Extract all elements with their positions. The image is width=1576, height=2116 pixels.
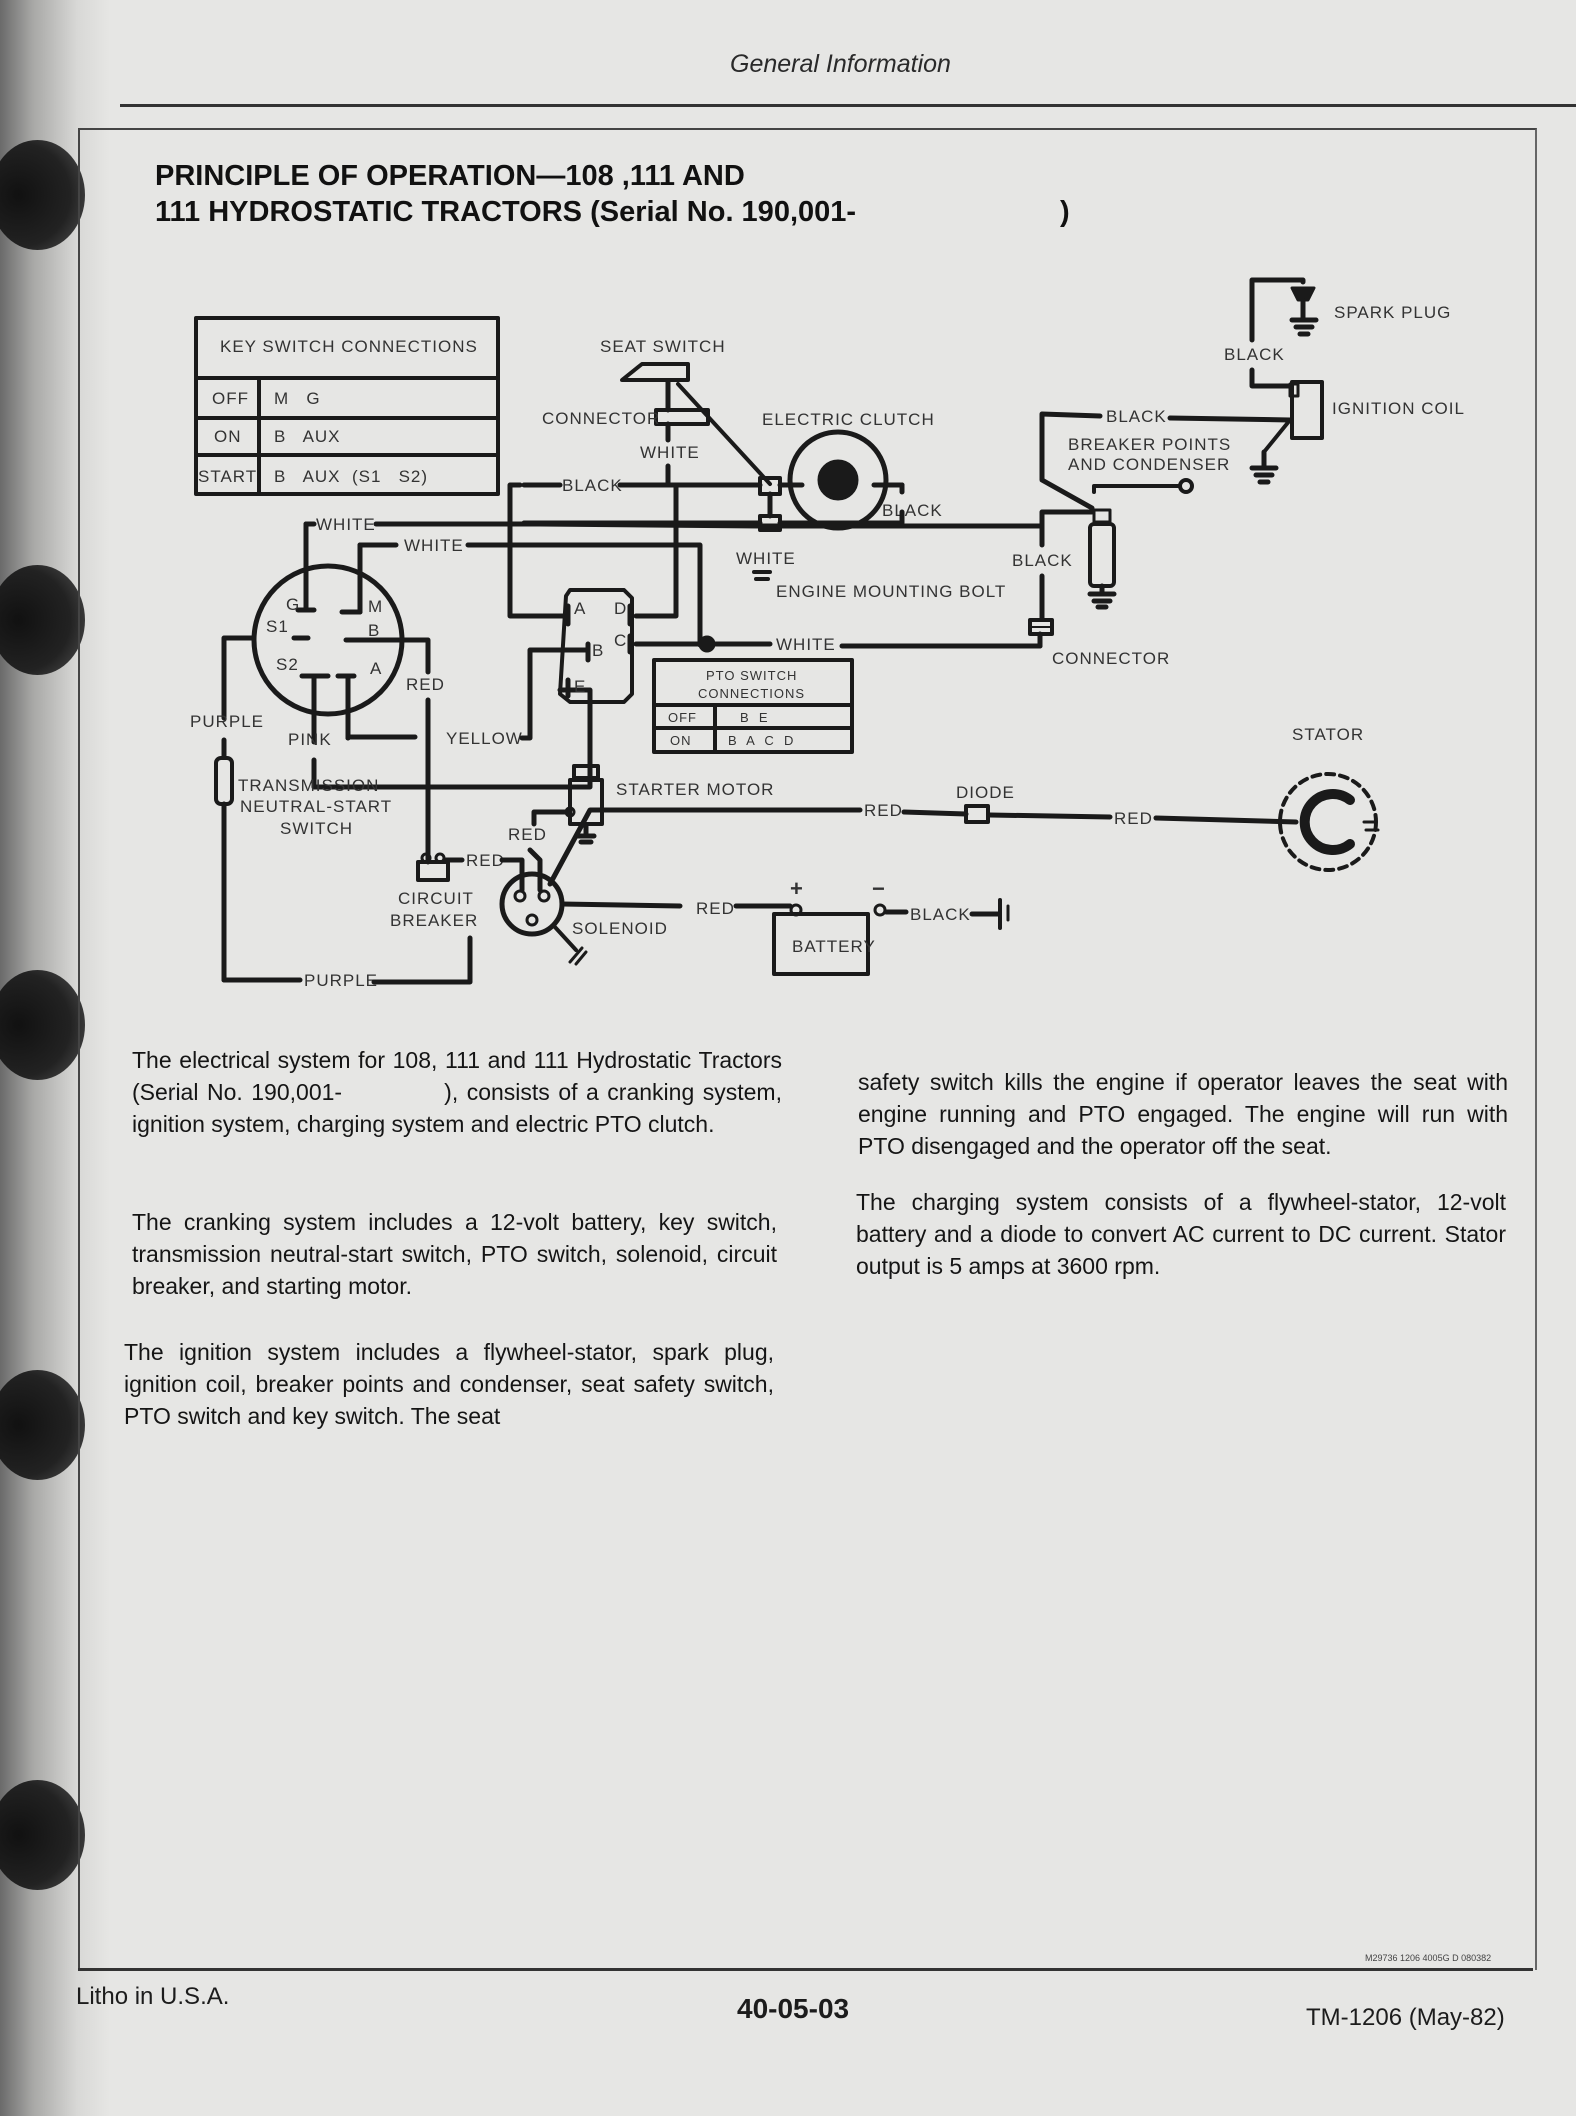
pto-table-conn-on: B A C D (728, 733, 795, 748)
battery-minus-sign: − (872, 876, 886, 901)
footer-rule (78, 1968, 1533, 1971)
key-terminal-s1: S1 (266, 617, 289, 636)
key-terminal-s2: S2 (276, 655, 299, 674)
wire-label-red-battery: RED (696, 899, 735, 918)
wire-label-white-1: WHITE (316, 515, 376, 534)
wire-label-black-breaker: BLACK (1012, 551, 1073, 570)
label-ignition-coil: IGNITION COIL (1332, 399, 1465, 418)
label-transmission-2: NEUTRAL-START (240, 797, 393, 816)
wire-label-yellow: YELLOW (446, 729, 523, 748)
pto-terminal-d: D (614, 599, 628, 618)
wire-label-black-coil: BLACK (1106, 407, 1167, 426)
wire-label-white-clutch: WHITE (736, 549, 796, 568)
wire-label-black-seat: BLACK (562, 476, 623, 495)
ignition-coil-symbol (1252, 382, 1465, 482)
key-switch-symbol (254, 526, 402, 742)
label-electric-clutch: ELECTRIC CLUTCH (762, 410, 935, 429)
label-battery: BATTERY (792, 937, 876, 956)
transmission-neutral-start-switch-symbol (216, 740, 392, 980)
wire-label-black-clutch: BLACK (882, 501, 943, 520)
label-breaker-points-2: AND CONDENSER (1068, 455, 1231, 474)
label-circuit-breaker-1: CIRCUIT (398, 889, 474, 908)
wire-label-white-2: WHITE (404, 536, 464, 555)
pto-switch-symbol (560, 590, 632, 702)
label-engine-mounting-bolt: ENGINE MOUNTING BOLT (776, 582, 1007, 601)
pto-terminal-e: E (574, 677, 587, 696)
body-paragraph-3: The ignition system includes a flywheel-stator, spark plug, ignition coil, breaker points and condenser, seat safety switch, PTO switch and key switch. The seat (124, 1339, 774, 1429)
spark-plug-symbol (1292, 288, 1451, 334)
wire-label-red-breaker: RED (466, 851, 505, 870)
body-paragraph-4: safety switch kills the engine if operator leaves the seat with engine running and PTO engaged. The engine will run with PTO disengaged and the operator off the seat. (858, 1069, 1508, 1159)
body-paragraph-5: The charging system consists of a flywheel-stator, 12-volt battery and a diode to convert AC current to DC current. Stator output is 5 amps at 3600 rpm. (856, 1189, 1506, 1279)
circuit-breaker-symbol (390, 854, 478, 930)
key-table-header: KEY SWITCH CONNECTIONS (220, 337, 478, 356)
key-table-pos-on: ON (214, 427, 242, 446)
label-circuit-breaker-2: BREAKER (390, 911, 479, 930)
label-spark-plug: SPARK PLUG (1334, 303, 1452, 322)
title-line-2: 111 HYDROSTATIC TRACTORS (Serial No. 190,001- (155, 196, 857, 228)
drawing-code: M29736 1206 4005G D 080382 (1365, 1953, 1492, 1963)
wire-label-white-main: WHITE (776, 635, 836, 654)
pto-table-header-1: PTO SWITCH (706, 668, 798, 683)
seat-switch-symbol (542, 337, 770, 484)
label-solenoid: SOLENOID (572, 919, 668, 938)
key-table-conn-on: B AUX (274, 427, 341, 446)
label-starter-motor: STARTER MOTOR (616, 780, 775, 799)
wire-label-purple-top: PURPLE (190, 712, 265, 731)
pto-switch-connections-table (654, 660, 852, 752)
connector-right-symbol (1030, 620, 1170, 668)
wiring-diagram (0, 0, 1576, 1000)
label-connector-right: CONNECTOR (1052, 649, 1171, 668)
label-diode: DIODE (956, 783, 1015, 802)
label-breaker-points-1: BREAKER POINTS (1068, 435, 1232, 454)
wire-label-purple-bottom: PURPLE (304, 971, 379, 990)
pto-table-pos-on: ON (670, 733, 692, 748)
label-stator: STATOR (1292, 725, 1365, 744)
body-paragraph-2: The cranking system includes a 12-volt battery, key switch, transmission neutral-start switch, PTO switch, solenoid, circuit breaker, and starting motor. (132, 1209, 777, 1299)
key-terminal-a: A (370, 659, 383, 678)
wire-label-black-battery: BLACK (910, 905, 971, 924)
wire-label-white-seat: WHITE (640, 443, 700, 462)
wire-label-red-starter: RED (508, 825, 547, 844)
running-head: General Information (730, 50, 951, 78)
key-table-conn-start: B AUX (S1 S2) (274, 467, 429, 486)
label-seat-switch: SEAT SWITCH (600, 337, 726, 356)
wire-label-black-spark: BLACK (1224, 345, 1285, 364)
pto-table-header-2: CONNECTIONS (698, 686, 806, 701)
key-terminal-g: G (286, 595, 301, 614)
wire-label-red-key: RED (406, 675, 445, 694)
title-line-1: PRINCIPLE OF OPERATION—108 ,111 AND (155, 160, 745, 192)
key-table-pos-start: START (198, 467, 258, 486)
pto-terminal-a: A (574, 599, 587, 618)
key-terminal-b: B (368, 621, 381, 640)
label-transmission-1: TRANSMISSION (238, 776, 380, 795)
solenoid-symbol (502, 874, 668, 964)
wire-label-pink: PINK (288, 730, 332, 749)
manual-id: TM-1206 (May-82) (1306, 2004, 1505, 2031)
wire-label-red-diode-left: RED (864, 801, 903, 820)
title-close-paren: ) (1060, 196, 1070, 228)
electric-clutch-symbol (736, 410, 1006, 601)
battery-plus-sign: + (790, 876, 804, 901)
stator-symbol (1280, 725, 1378, 870)
key-table-pos-off: OFF (212, 389, 249, 408)
pto-table-conn-off: B E (740, 710, 769, 725)
label-transmission-3: SWITCH (280, 819, 354, 838)
footer-litho: Litho in U.S.A. (76, 1983, 230, 2010)
pto-table-pos-off: OFF (668, 710, 697, 725)
key-switch-connections-table (196, 318, 498, 494)
pto-terminal-c: C (614, 631, 628, 650)
battery-symbol (774, 876, 886, 974)
label-connector: CONNECTOR (542, 409, 661, 428)
wire-label-red-diode-right: RED (1114, 809, 1153, 828)
breaker-points-condenser-symbol (1068, 435, 1231, 607)
page-number: 40-05-03 (737, 1993, 850, 2024)
key-terminal-m: M (368, 597, 384, 616)
starter-motor-symbol (566, 766, 774, 842)
pto-terminal-b: B (592, 641, 605, 660)
body-paragraph-1: The electrical system for 108, 111 and 111 Hydrostatic Tractors (Serial No. 190,001- ), consists of a cranking system, ignition system, charging system and electric PTO clutch. (132, 1047, 782, 1137)
key-table-conn-off: M G (274, 389, 321, 408)
